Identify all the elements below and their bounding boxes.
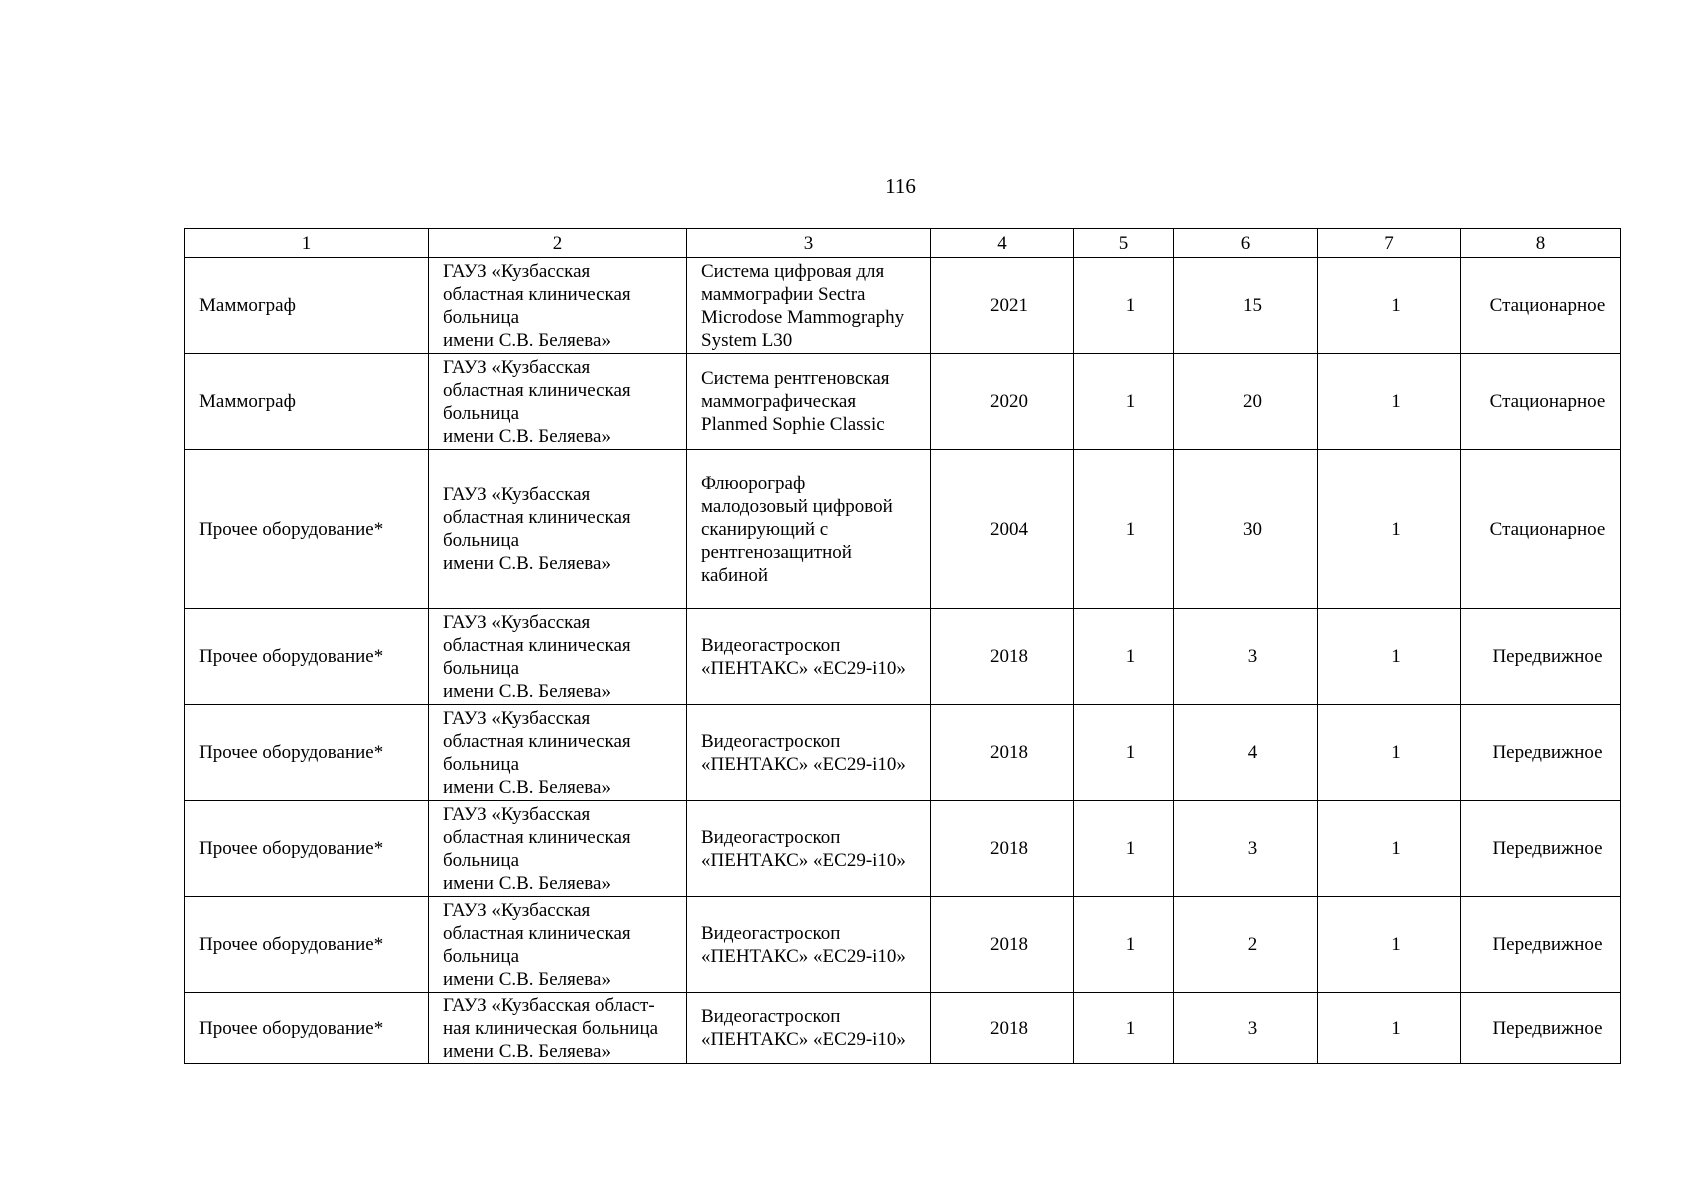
column-5-value: 1	[1074, 354, 1174, 450]
column-7-value: 1	[1318, 993, 1461, 1064]
organization: ГАУЗ «Кузбасская областная клиническая больница имени С.В. Беляева»	[429, 897, 687, 993]
column-5-value: 1	[1074, 258, 1174, 354]
equipment-model: Система рентгеновская маммографическая Planmed Sophie Classic	[687, 354, 931, 450]
column-7-value: 1	[1318, 801, 1461, 897]
equipment-name: Прочее оборудование*	[185, 705, 429, 801]
equipment-name: Прочее оборудование*	[185, 801, 429, 897]
table-row	[185, 801, 1621, 897]
equipment-model: Видеогастроскоп «ПЕНТАКС» «EC29-i10»	[687, 705, 931, 801]
table-row	[185, 258, 1621, 354]
column-6-value: 3	[1174, 609, 1318, 705]
organization: ГАУЗ «Кузбасская областная клиническая больница имени С.В. Беляева»	[429, 450, 687, 609]
column-header: 5	[1074, 229, 1174, 258]
column-7-value: 1	[1318, 897, 1461, 993]
equipment-type: Передвижное	[1461, 801, 1621, 897]
column-6-value: 20	[1174, 354, 1318, 450]
year: 2018	[931, 801, 1074, 897]
equipment-name: Прочее оборудование*	[185, 609, 429, 705]
column-6-value: 30	[1174, 450, 1318, 609]
year: 2018	[931, 897, 1074, 993]
equipment-type: Передвижное	[1461, 993, 1621, 1064]
column-5-value: 1	[1074, 450, 1174, 609]
column-7-value: 1	[1318, 450, 1461, 609]
column-header: 7	[1318, 229, 1461, 258]
organization: ГАУЗ «Кузбасская област- ная клиническая больница имени С.В. Беляева»	[429, 993, 687, 1064]
year: 2018	[931, 609, 1074, 705]
year: 2004	[931, 450, 1074, 609]
column-6-value: 4	[1174, 705, 1318, 801]
year: 2020	[931, 354, 1074, 450]
organization: ГАУЗ «Кузбасская областная клиническая больница имени С.В. Беляева»	[429, 258, 687, 354]
organization: ГАУЗ «Кузбасская областная клиническая больница имени С.В. Беляева»	[429, 609, 687, 705]
column-6-value: 15	[1174, 258, 1318, 354]
year: 2021	[931, 258, 1074, 354]
equipment-type: Стационарное	[1461, 450, 1621, 609]
column-5-value: 1	[1074, 609, 1174, 705]
table-row	[185, 897, 1621, 993]
column-header: 4	[931, 229, 1074, 258]
column-5-value: 1	[1074, 705, 1174, 801]
equipment-model: Видеогастроскоп «ПЕНТАКС» «EC29-i10»	[687, 609, 931, 705]
table-row	[185, 705, 1621, 801]
column-header: 8	[1461, 229, 1621, 258]
table-row	[185, 993, 1621, 1064]
equipment-type: Стационарное	[1461, 354, 1621, 450]
equipment-type: Передвижное	[1461, 609, 1621, 705]
column-7-value: 1	[1318, 354, 1461, 450]
column-header: 2	[429, 229, 687, 258]
column-7-value: 1	[1318, 258, 1461, 354]
column-5-value: 1	[1074, 897, 1174, 993]
column-header: 3	[687, 229, 931, 258]
year: 2018	[931, 705, 1074, 801]
column-5-value: 1	[1074, 993, 1174, 1064]
organization: ГАУЗ «Кузбасская областная клиническая больница имени С.В. Беляева»	[429, 801, 687, 897]
equipment-name: Прочее оборудование*	[185, 993, 429, 1064]
equipment-table	[184, 228, 1621, 1064]
column-5-value: 1	[1074, 801, 1174, 897]
equipment-type: Передвижное	[1461, 705, 1621, 801]
equipment-model: Видеогастроскоп «ПЕНТАКС» «EC29-i10»	[687, 801, 931, 897]
equipment-model: Флюорограф малодозовый цифровой сканирующий с рентгенозащитной кабиной	[687, 450, 931, 609]
equipment-name: Маммограф	[185, 258, 429, 354]
column-7-value: 1	[1318, 705, 1461, 801]
equipment-type: Стационарное	[1461, 258, 1621, 354]
equipment-model: Видеогастроскоп «ПЕНТАКС» «EC29-i10»	[687, 993, 931, 1064]
equipment-model: Система цифровая для маммографии Sectra Microdose Mammography System L30	[687, 258, 931, 354]
column-6-value: 2	[1174, 897, 1318, 993]
equipment-name: Маммограф	[185, 354, 429, 450]
column-7-value: 1	[1318, 609, 1461, 705]
table-row	[185, 450, 1621, 609]
table-row	[185, 354, 1621, 450]
column-6-value: 3	[1174, 801, 1318, 897]
column-header: 1	[185, 229, 429, 258]
column-header: 6	[1174, 229, 1318, 258]
organization: ГАУЗ «Кузбасская областная клиническая больница имени С.В. Беляева»	[429, 354, 687, 450]
year: 2018	[931, 993, 1074, 1064]
column-6-value: 3	[1174, 993, 1318, 1064]
equipment-name: Прочее оборудование*	[185, 450, 429, 609]
table-header-row	[185, 229, 1621, 258]
equipment-model: Видеогастроскоп «ПЕНТАКС» «EC29-i10»	[687, 897, 931, 993]
page-number: 116	[885, 174, 916, 198]
equipment-type: Передвижное	[1461, 897, 1621, 993]
organization: ГАУЗ «Кузбасская областная клиническая больница имени С.В. Беляева»	[429, 705, 687, 801]
table-row	[185, 609, 1621, 705]
equipment-name: Прочее оборудование*	[185, 897, 429, 993]
